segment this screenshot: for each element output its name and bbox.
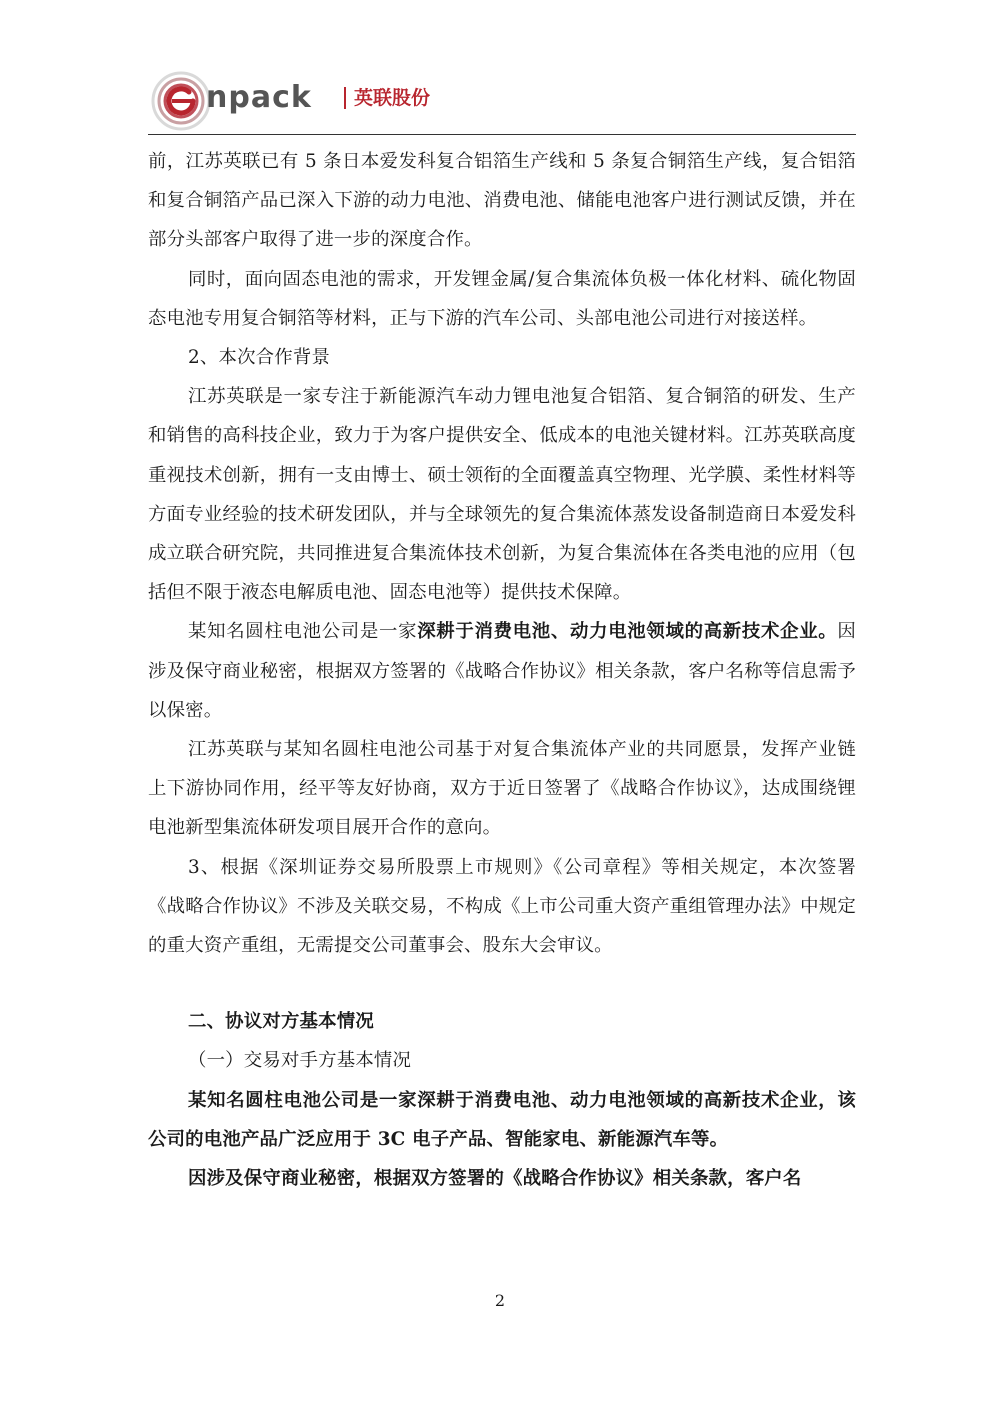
paragraph-4: 江苏英联是一家专注于新能源汽车动力锂电池复合铝箔、复合铜箔的研发、生产和销售的高科技企业，致力于为客户提供安全、低成本的电池关键材料。江苏英联高度重视技术创新，拥有一支由博士、硕士领衔的全面覆盖真空物理、光学膜、柔性材料等方面专业经验的技术研发团队，并与全球领先的复合集流体蒸发设备制造商日本爱发科成立联合研究院，共同推进复合集流体技术创新，为复合集流体在各类电池的应用（包括但不限于液态电解质电池、固态电池等）提供技术保障。 bbox=[148, 386, 856, 604]
paragraph-8: 某知名圆柱电池公司是一家深耕于消费电池、动力电池领域的高新技术企业，该公司的电池产品广泛应用于 3C 电子产品、智能家电、新能源汽车等。 bbox=[148, 1089, 856, 1150]
paragraph-1: 前，江苏英联已有 5 条日本爱发科复合铝箔生产线和 5 条复合铜箔生产线，复合铝箔和复合铜箔产品已深入下游的动力电池、消费电池、储能电池客户进行测试反馈，并在部分头部客户取得了进一步的深度合作。 bbox=[148, 151, 856, 251]
subsection-heading-counterparty-basics: （一）交易对手方基本情况 bbox=[188, 1050, 412, 1072]
enpack-logo-icon bbox=[148, 70, 214, 132]
page-number: 2 bbox=[494, 1291, 506, 1310]
paragraph-5 bbox=[148, 612, 856, 730]
paragraph-6: 江苏英联与某知名圆柱电池公司基于对复合集流体产业的共同愿景，发挥产业链上下游协同作用，经平等友好协商，双方于近日签署了《战略合作协议》，达成围绕锂电池新型集流体研发项目展开合作的意向。 bbox=[148, 739, 856, 839]
company-name: 英联股份 bbox=[354, 87, 431, 109]
paragraph-5-tail: 因涉及保守商业秘密，根据双方签署的《战略合作协议》相关条款，客户名称等信息需予以保密。 bbox=[148, 621, 856, 721]
header-rule bbox=[148, 134, 856, 135]
paragraph-2: 同时，面向固态电池的需求，开发锂金属/复合集流体负极一体化材料、硫化物固态电池专用复合铜箔等材料，正与下游的汽车公司、头部电池公司进行对接送样。 bbox=[148, 268, 856, 329]
paragraph-9: 因涉及保守商业秘密，根据双方签署的《战略合作协议》相关条款，客户名 bbox=[188, 1168, 802, 1190]
page-header bbox=[148, 62, 856, 136]
logo-text: npack bbox=[206, 80, 312, 115]
paragraph-5-lead: 某知名圆柱电池公司是一家 bbox=[188, 621, 418, 643]
logo-separator bbox=[344, 87, 346, 109]
section-heading-cooperation-background: 2、本次合作背景 bbox=[188, 347, 331, 369]
section-gap bbox=[148, 965, 856, 1002]
paragraph-5-bold: 深耕于消费电池、动力电池领域的高新技术企业。 bbox=[417, 621, 838, 643]
section-heading-counterparty: 二、协议对方基本情况 bbox=[188, 1011, 374, 1033]
document-body bbox=[148, 142, 856, 1198]
paragraph-7: 3、根据《深圳证券交易所股票上市规则》《公司章程》等相关规定，本次签署《战略合作协议》不涉及关联交易，不构成《上市公司重大资产重组管理办法》中规定的重大资产重组，无需提交公司董事会、股东大会审议。 bbox=[148, 856, 856, 957]
